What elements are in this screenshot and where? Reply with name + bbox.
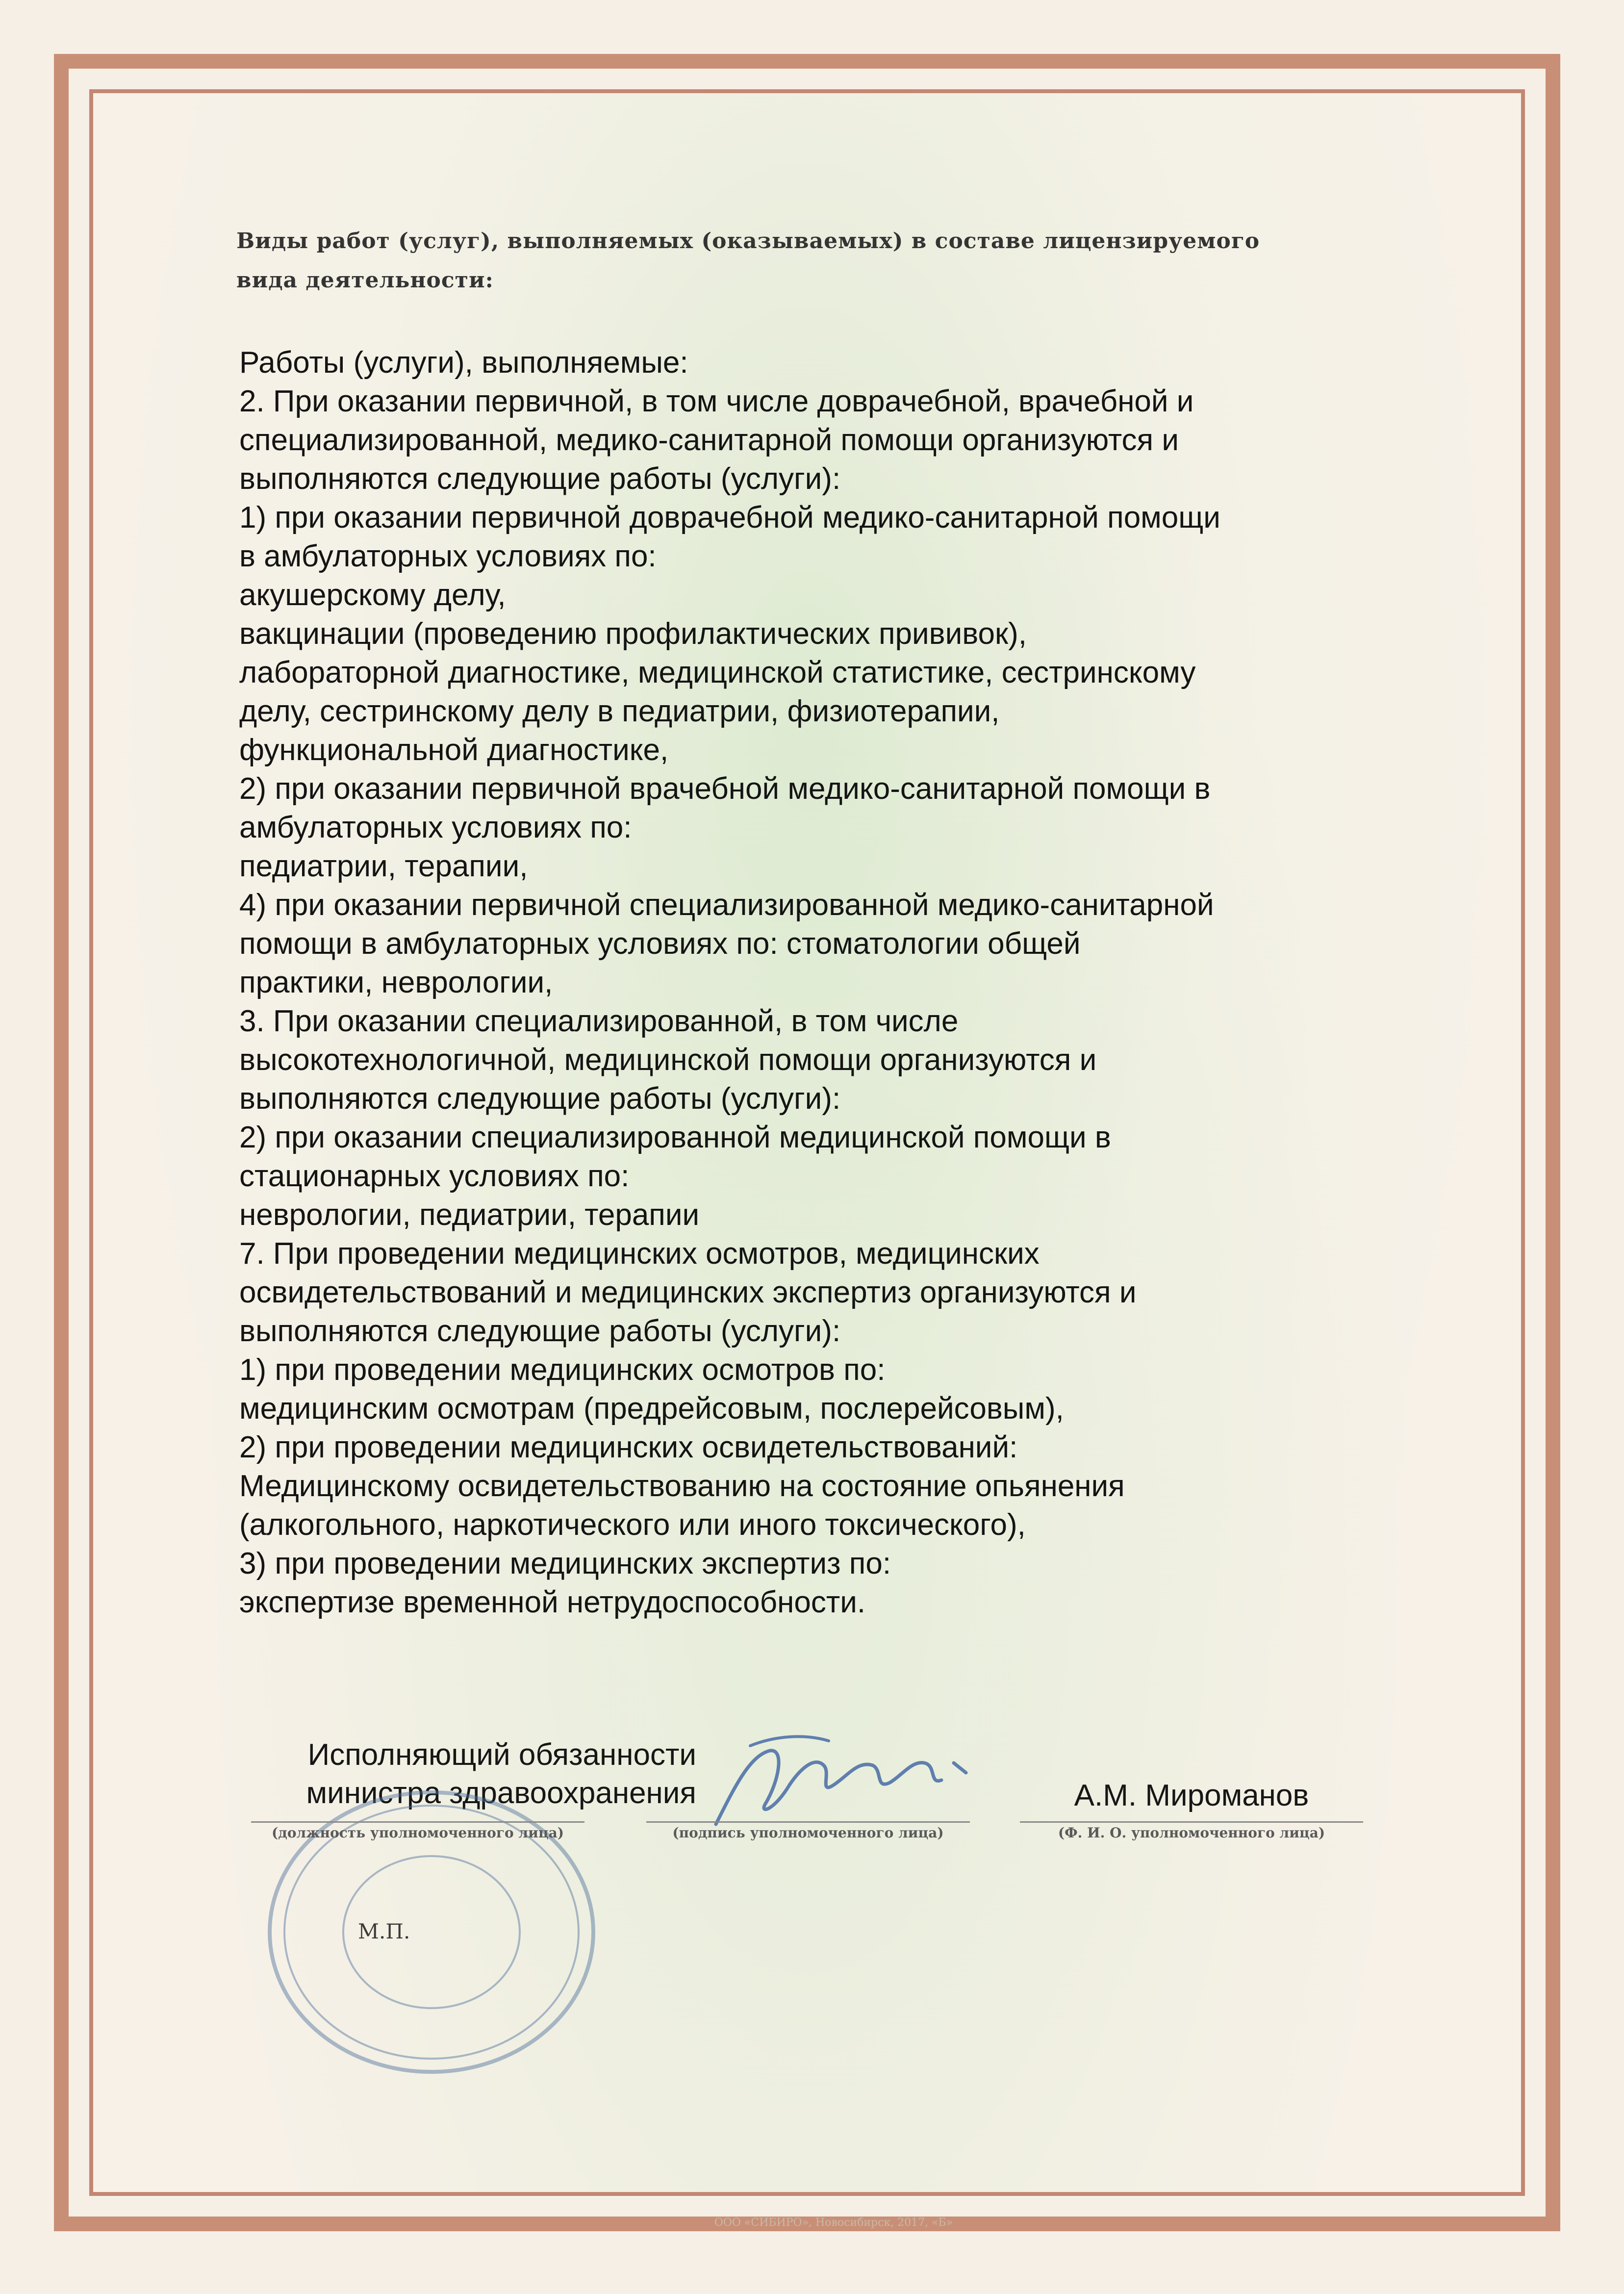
service-line: выполняются следующие работы (услуги): (239, 1082, 841, 1116)
heading-line: Виды работ (услуг), выполняемых (оказываемых) в составе лицензируемого (236, 229, 1260, 254)
signature-caption: (подпись уполномоченного лица) (646, 1821, 970, 1841)
service-line: специализированной, медико-санитарной помощи организуются и (239, 423, 1179, 457)
service-line: амбулаторных условиях по: (239, 811, 632, 844)
service-line: 3. При оказании специализированной, в том числе (239, 1004, 959, 1038)
service-line: стационарных условиях по: (239, 1159, 630, 1193)
service-line: лабораторной диагностике, медицинской статистике, сестринскому (239, 656, 1196, 689)
position-line: Исполняющий обязанности (307, 1738, 696, 1772)
printer-footer: ООО «СИБИРО», Новосибирск, 2017, «Б» (714, 2217, 953, 2229)
service-line: высокотехнологичной, медицинской помощи организуются и (239, 1043, 1097, 1077)
service-line: выполняются следующие работы (услуги): (239, 1314, 841, 1348)
service-line: 2. При оказании первичной, в том числе доврачебной, врачебной и (239, 384, 1194, 418)
service-line: экспертизе временной нетрудоспособности. (239, 1585, 866, 1619)
service-line: функциональной диагностике, (239, 733, 669, 767)
service-line: 2) при оказании первичной врачебной медико-санитарной помощи в (239, 772, 1211, 806)
service-line: 2) при проведении медицинских освидетельствований: (239, 1430, 1018, 1464)
heading-line: вида деятельности: (236, 268, 494, 293)
stamp-mark: М.П. (358, 1919, 410, 1943)
page-heading (236, 222, 1413, 300)
service-line: освидетельствований и медицинских экспертиз организуются и (239, 1275, 1137, 1309)
position-line: министра здравоохранения (306, 1776, 696, 1810)
service-line: практики, неврологии, (239, 966, 553, 999)
signatory-name: А.М. Мироманов (1074, 1779, 1309, 1812)
service-line: помощи в амбулаторных условиях по: стоматологии общей (239, 927, 1081, 961)
service-line: 1) при оказании первичной доврачебной медико-санитарной помощи (239, 501, 1220, 535)
service-line: педиатрии, терапии, (239, 849, 528, 883)
service-line: Работы (услуги), выполняемые: (239, 346, 688, 380)
name-caption: (Ф. И. О. уполномоченного лица) (1020, 1821, 1363, 1841)
service-line: 3) при проведении медицинских экспертиз по: (239, 1547, 891, 1580)
service-line: 7. При проведении медицинских осмотров, медицинских (239, 1237, 1040, 1271)
service-line: в амбулаторных условиях по: (239, 539, 657, 573)
service-line: медицинским осмотрам (предрейсовым, послерейсовым), (239, 1392, 1064, 1426)
services-list (239, 343, 1426, 1622)
service-line: Медицинскому освидетельствованию на состояние опьянения (239, 1469, 1125, 1503)
service-line: делу, сестринскому делу в педиатрии, физиотерапии, (239, 694, 1000, 728)
service-line: (алкогольного, наркотического или иного токсического), (239, 1508, 1026, 1542)
service-line: акушерскому делу, (239, 578, 506, 612)
service-line: 2) при оказании специализированной медицинской помощи в (239, 1121, 1111, 1154)
service-line: 4) при оказании первичной специализированной медико-санитарной (239, 888, 1214, 922)
service-line: неврологии, педиатрии, терапии (239, 1198, 700, 1232)
service-line: вакцинации (проведению профилактических прививок), (239, 617, 1027, 651)
position-caption: (должность уполномоченного лица) (251, 1821, 584, 1841)
service-line: выполняются следующие работы (услуги): (239, 462, 841, 496)
service-line: 1) при проведении медицинских осмотров по: (239, 1353, 886, 1387)
